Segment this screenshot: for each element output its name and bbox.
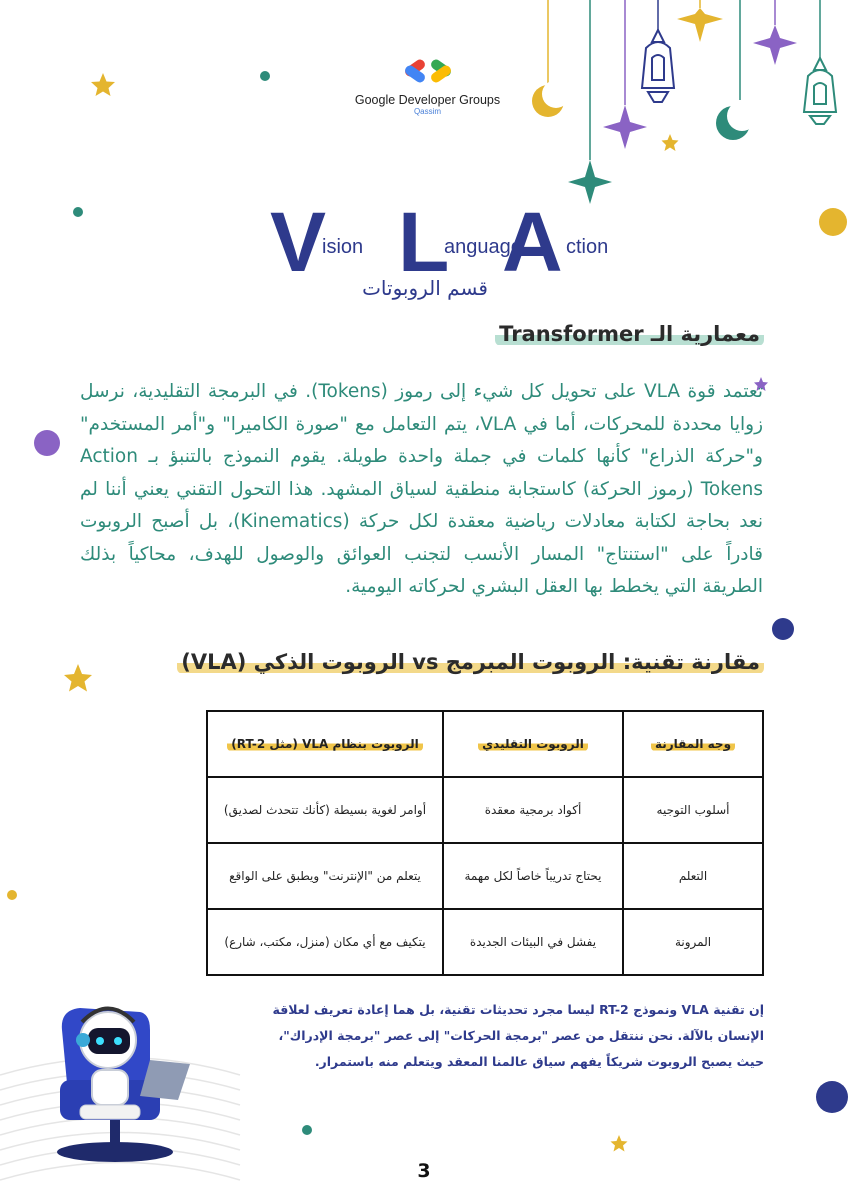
page-subtitle: قسم الروبوتات	[362, 276, 488, 300]
sparkle-icon	[677, 8, 723, 42]
table-header-cell: الروبوت بنظام VLA (مثل RT-2)	[207, 711, 443, 777]
page-number: 3	[417, 1160, 431, 1182]
title-v-word: ision	[322, 236, 364, 258]
section-heading-text: مقارنة تقنية: الروبوت المبرمج vs الروبوت الذكي (VLA)	[177, 650, 764, 674]
body-paragraph: تعتمد قوة VLA على تحويل كل شيء إلى رموز (Tokens). في البرمجة التقليدية، نرسل زوايا محددة للمحركات، أما في VLA، يتم التعامل مع "صورة الكاميرا" و"أمر المستخدم" و"حركة الذراع" كأنها كلمات في جملة واحدة طويلة. يقوم النموذج بالتنبؤ بـ Action Tokens (رموز الحركة) كاستجابة منطقية لسياق المشهد. هذا التحول التقني يعني أننا لم نعد بحاجة لكتابة معادلات رياضية معقدة لكل حركة (Kinematics)، بل أصبح الروبوت قادراً على "استنتاج" المسار الأنسب لتجنب العوائق والوصول للهدف، محاكياً بذلك الطريقة التي يخطط بها العقل البشري لحركاته اليومية.	[80, 381, 764, 597]
table-cell: يفشل في البيئات الجديدة	[443, 909, 623, 975]
star-icon	[64, 664, 92, 692]
sparkle-icon	[753, 25, 797, 65]
title-a-letter: A	[502, 195, 561, 289]
table-cell: المرونة	[623, 909, 763, 975]
comparison-table	[206, 710, 764, 976]
section-heading-text: معمارية الـ Transformer	[495, 322, 764, 346]
table-cell: أكواد برمجية معقدة	[443, 777, 623, 843]
table-header-cell: الروبوت التقليدي	[443, 711, 623, 777]
title-l-letter: L	[398, 195, 448, 289]
table-cell: أوامر لغوية بسيطة (كأنك تتحدث لصديق)	[207, 777, 443, 843]
dot	[260, 71, 270, 81]
lantern-icon	[642, 30, 674, 102]
table-header-row	[207, 711, 763, 777]
dot	[73, 207, 83, 217]
logo-location: Qassim	[413, 107, 442, 116]
table-cell: يحتاج تدريباً خاصاً لكل مهمة	[443, 843, 623, 909]
sparkle-icon	[603, 105, 647, 149]
table-header-cell: وجه المقارنة	[623, 711, 763, 777]
gdg-logo-icon	[400, 55, 456, 87]
dot	[816, 1081, 848, 1113]
table-row	[207, 909, 763, 975]
table-cell: التعلم	[623, 843, 763, 909]
table-cell: يتكيف مع أي مكان (منزل، مكتب، شارع)	[207, 909, 443, 975]
table-cell: يتعلم من "الإنترنت" ويطبق على الواقع	[207, 843, 443, 909]
dot	[819, 208, 847, 236]
table-row	[207, 777, 763, 843]
dot	[772, 618, 794, 640]
dot	[302, 1125, 312, 1135]
table-row	[207, 843, 763, 909]
moon-icon	[532, 80, 570, 117]
gdg-logo	[340, 55, 515, 116]
robot-illustration	[57, 1008, 190, 1162]
star-icon	[611, 1135, 628, 1152]
section-heading-comparison	[177, 650, 764, 674]
moon-icon	[716, 101, 757, 140]
title-a-word: ction	[566, 236, 609, 258]
star-icon	[91, 73, 115, 96]
conclusion-paragraph: إن تقنية VLA ونموذج RT-2 ليسا مجرد تحديثات تقنية، بل هما إعادة تعريف لعلاقة الإنسان بالآلة. نحن ننتقل من عصر "برمجة الحركات" إلى عصر "برمجة الإدراك"، حيث يصبح الروبوت شريكاً يفهم سياق عالمنا المعقد ويتعلم منه باستمرار.	[272, 1002, 764, 1069]
table-cell: أسلوب التوجيه	[623, 777, 763, 843]
title-l-word: anguage	[444, 236, 522, 258]
sparkle-icon	[568, 160, 612, 204]
dot	[34, 430, 60, 456]
dot	[7, 890, 17, 900]
star-icon	[662, 134, 679, 151]
logo-name: Google Developer Groups	[354, 93, 501, 107]
title-v-letter: V	[270, 195, 325, 289]
lantern-icon	[804, 58, 836, 124]
section-heading-transformer	[495, 322, 764, 346]
